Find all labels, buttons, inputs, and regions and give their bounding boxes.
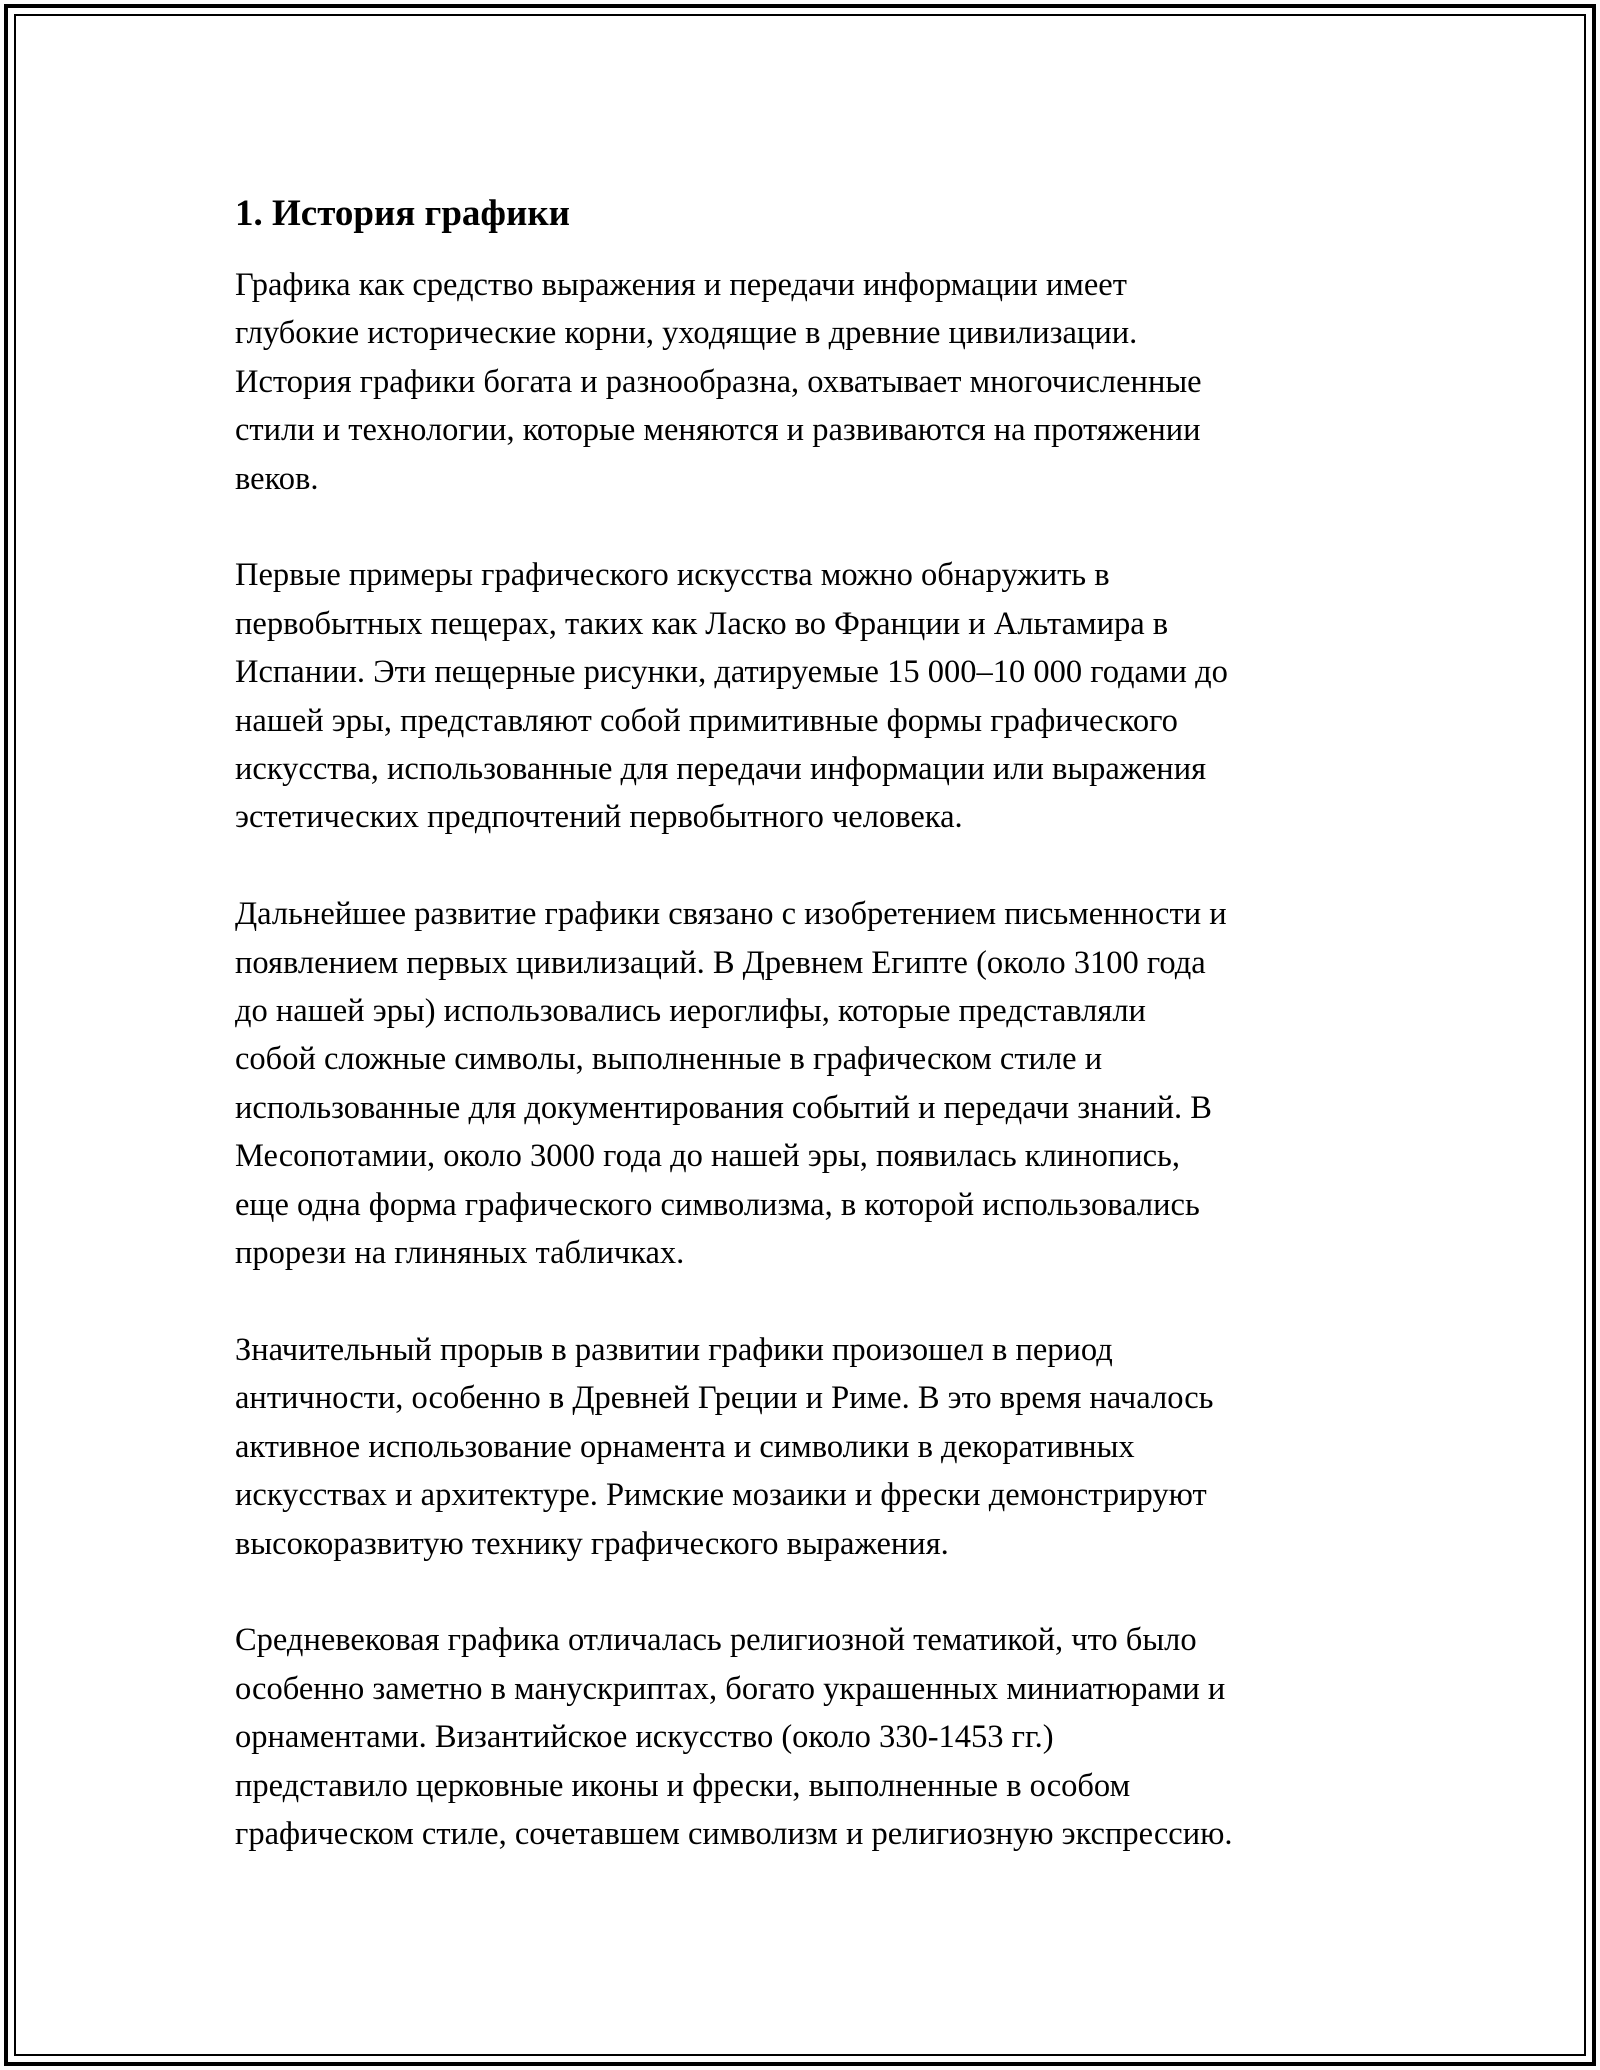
paragraph-line: высокоразвитую технику графического выражения. bbox=[235, 1525, 949, 1562]
paragraph-writing bbox=[235, 890, 1375, 1277]
paragraph-line: активное использование орнамента и символики в декоративных bbox=[235, 1428, 1135, 1465]
section-heading: 1. История графики bbox=[235, 193, 570, 234]
paragraph-cave-art bbox=[235, 551, 1375, 841]
paragraph-line: Первые примеры графического искусства можно обнаружить в bbox=[235, 557, 1110, 594]
paragraph-line: Месопотамии, около 3000 года до нашей эры, появилась клинопись, bbox=[235, 1138, 1180, 1175]
paragraph-line: искусствах и архитектуре. Римские мозаики и фрески демонстрируют bbox=[235, 1477, 1207, 1514]
paragraph-line: стили и технологии, которые меняются и развиваются на протяжении bbox=[235, 412, 1201, 449]
paragraph-line: веков. bbox=[235, 460, 319, 497]
paragraph-line: прорези на глиняных табличках. bbox=[235, 1235, 685, 1272]
paragraph-line: Испании. Эти пещерные рисунки, датируемые 15 000–10 000 годами до bbox=[235, 654, 1228, 691]
paragraph-line: особенно заметно в манускриптах, богато украшенных миниатюрами и bbox=[235, 1670, 1226, 1707]
paragraph-line: использованные для документирования событий и передачи знаний. В bbox=[235, 1089, 1212, 1126]
paragraph-line: эстетических предпочтений первобытного человека. bbox=[235, 799, 963, 836]
paragraph-line: Графика как средство выражения и передачи информации имеет bbox=[235, 267, 1127, 303]
paragraph-line: искусства, использованные для передачи информации или выражения bbox=[235, 751, 1207, 788]
paragraph-intro bbox=[235, 261, 1375, 503]
paragraph-line: Средневековая графика отличалась религиозной тематикой, что было bbox=[235, 1622, 1197, 1659]
paragraph-line: графическом стиле, сочетавшем символизм и религиозную экспрессию. bbox=[235, 1815, 1233, 1852]
paragraph-line: появлением первых цивилизаций. В Древнем Египте (около 3100 года bbox=[235, 944, 1206, 981]
paragraph-line: представило церковные иконы и фрески, выполненные в особом bbox=[235, 1767, 1131, 1804]
paragraph-medieval bbox=[235, 1616, 1375, 1858]
paragraph-line: нашей эры, представляют собой примитивные формы графического bbox=[235, 702, 1178, 739]
paragraph-line: античности, особенно в Древней Греции и Риме. В это время началось bbox=[235, 1380, 1214, 1417]
paragraph-line: первобытных пещерах, таких как Ласко во Франции и Альтамира в bbox=[235, 605, 1169, 642]
paragraph-line: орнаментами. Византийское искусство (около 330-1453 гг.) bbox=[235, 1719, 1054, 1756]
paragraph-line: Дальнейшее развитие графики связано с изобретением письменности и bbox=[235, 896, 1227, 933]
paragraph-line: Значительный прорыв в развитии графики произошел в период bbox=[235, 1331, 1113, 1368]
paragraph-antiquity bbox=[235, 1326, 1375, 1568]
document-body bbox=[235, 190, 1375, 1907]
paragraph-line: История графики богата и разнообразна, охватывает многочисленные bbox=[235, 363, 1202, 400]
paragraph-line: собой сложные символы, выполненные в графическом стиле и bbox=[235, 1041, 1103, 1078]
paragraph-line: еще одна форма графического символизма, в которой использовались bbox=[235, 1186, 1200, 1223]
paragraph-line: до нашей эры) использовались иероглифы, которые представляли bbox=[235, 993, 1146, 1030]
paragraph-line: глубокие исторические корни, уходящие в древние цивилизации. bbox=[235, 315, 1138, 352]
